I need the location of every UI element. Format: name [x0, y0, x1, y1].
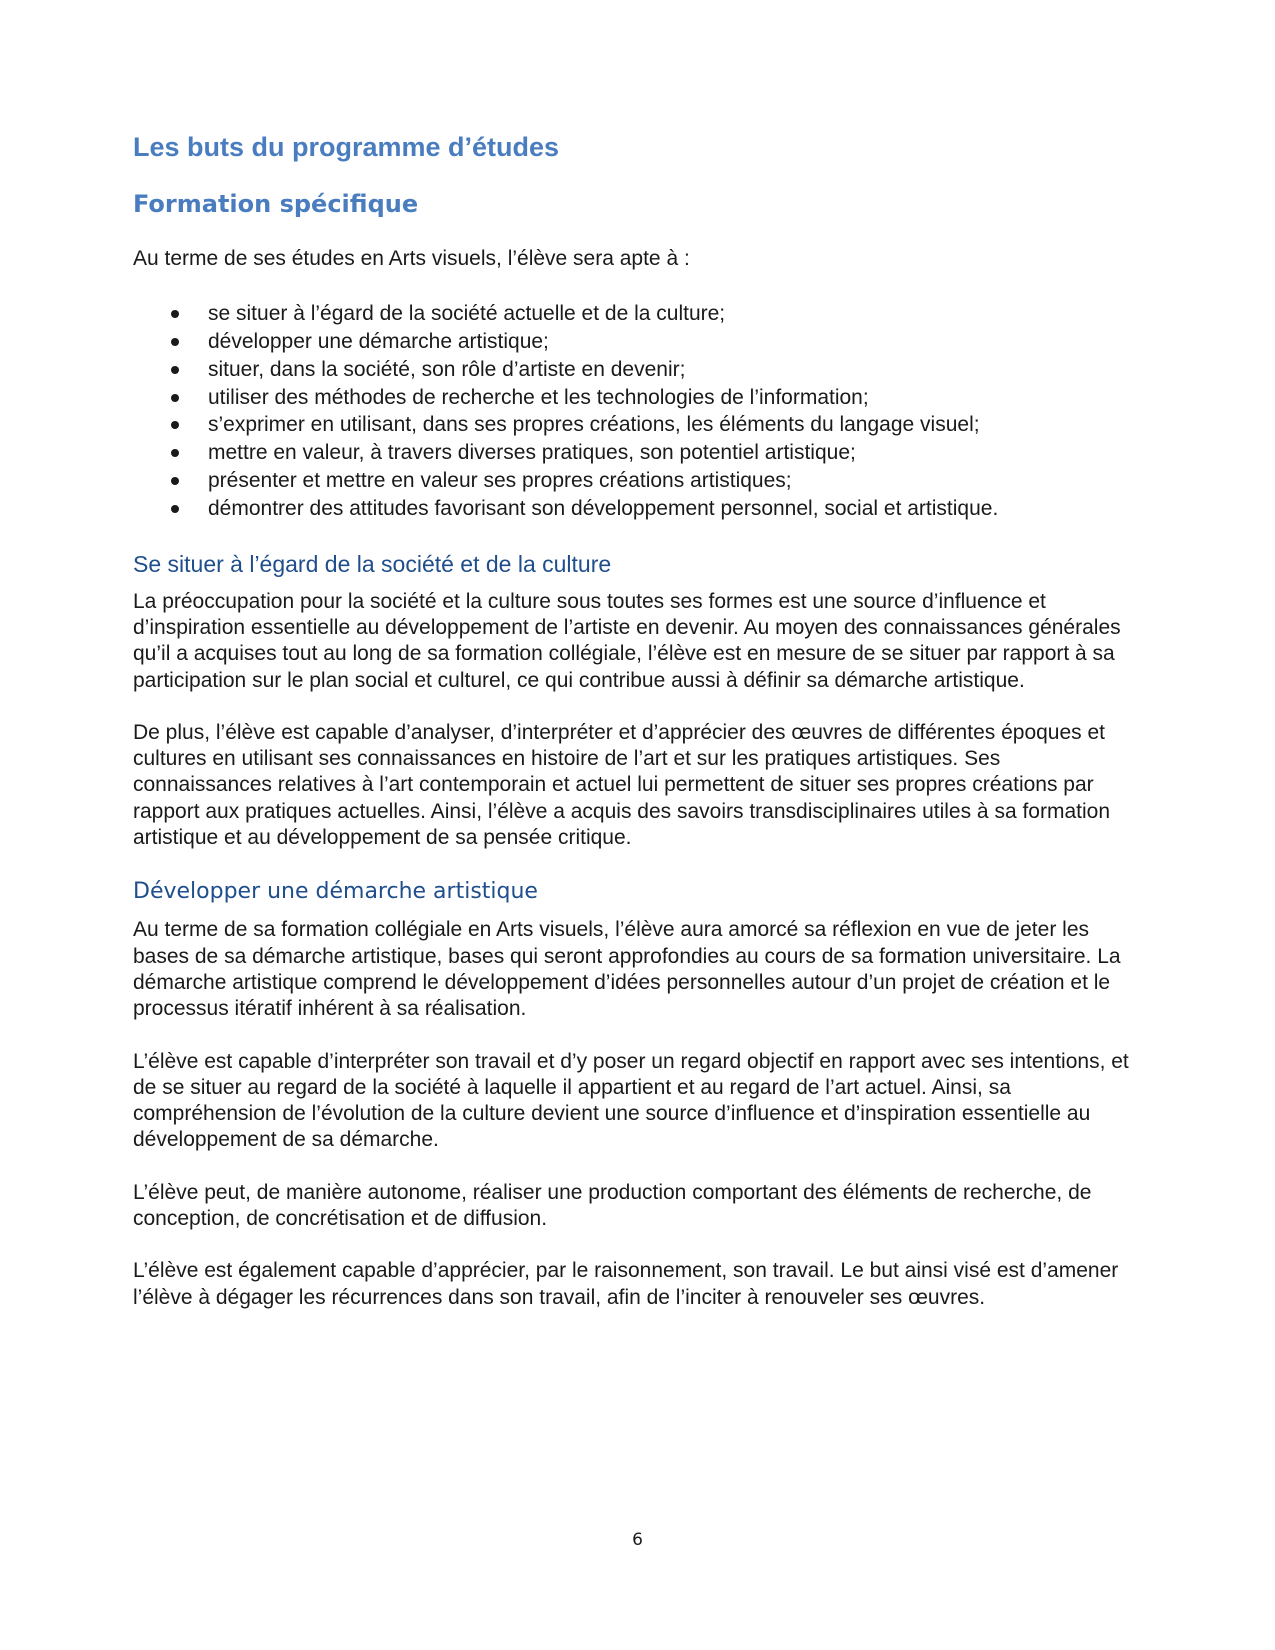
- list-item-text: présenter et mettre en valeur ses propres créations artistiques;: [208, 469, 792, 493]
- bullet-icon: [171, 338, 179, 346]
- bullet-icon: [171, 366, 179, 374]
- section-heading-artistic-approach: Développer une démarche artistique: [133, 879, 538, 905]
- bullet-icon: [171, 421, 179, 429]
- section-subtitle: Formation spécifique: [133, 190, 419, 218]
- list-item: [133, 384, 1143, 412]
- paragraph: L’élève est capable d’interpréter son travail et d’y poser un regard objectif en rapport avec ses intentions, et de se situer au regard de la société à laquelle il appartient et au regard de l’art actuel. Ainsi, sa compréhension de l’évolution de la culture devient une source d’influence et d’inspiration essentielle au développement de sa démarche.: [133, 1049, 1129, 1152]
- paragraph: La préoccupation pour la société et la culture sous toutes ses formes est une source d’influence et d’inspiration essentielle au développement de l’artiste en devenir. Au moyen des connaissances générales qu’il a acquises tout au long de sa formation collégiale, l’élève est en mesure de se situer par rapport à sa participation sur le plan social et culturel, ce qui contribue aussi à définir sa démarche artistique.: [133, 589, 1121, 692]
- page-content: [133, 130, 1143, 1337]
- paragraph: De plus, l’élève est capable d’analyser, d’interpréter et d’apprécier des œuvres de différentes époques et cultures en utilisant ses connaissances en histoire de l’art et sur les pratiques artistiques. Ses connaissances relatives à l’art contemporain et actuel lui permettent de situer ses propres créations par rapport aux pratiques actuelles. Ainsi, l’élève a acquis des savoirs transdisciplinaires utiles à sa formation artistique et au développement de sa pensée critique.: [133, 720, 1110, 850]
- list-item: [133, 300, 1143, 328]
- list-item-text: situer, dans la société, son rôle d’artiste en devenir;: [208, 357, 686, 381]
- list-item: [133, 356, 1143, 384]
- list-item: [133, 328, 1143, 356]
- list-item-text: démontrer des attitudes favorisant son développement personnel, social et artistique.: [208, 496, 999, 520]
- list-item: [133, 411, 1143, 439]
- goals-list: [133, 300, 1143, 522]
- bullet-icon: [171, 394, 179, 402]
- intro-paragraph: Au terme de ses études en Arts visuels, l’élève sera apte à :: [133, 247, 690, 270]
- list-item-text: mettre en valeur, à travers diverses pratiques, son potentiel artistique;: [208, 441, 856, 465]
- list-item-text: développer une démarche artistique;: [208, 330, 549, 354]
- list-item: [133, 495, 1143, 523]
- bullet-icon: [171, 449, 179, 457]
- paragraph: L’élève est également capable d’apprécier, par le raisonnement, son travail. Le but ainsi visé est d’amener l’élève à dégager les récurrences dans son travail, afin de l’inciter à renouveler ses œuvres.: [133, 1259, 1119, 1309]
- section-heading-society: Se situer à l’égard de la société et de la culture: [133, 550, 612, 577]
- paragraph: L’élève peut, de manière autonome, réaliser une production comportant des éléments de recherche, de conception, de concrétisation et de diffusion.: [133, 1180, 1092, 1231]
- list-item-text: s’exprimer en utilisant, dans ses propres créations, les éléments du langage visuel;: [208, 413, 980, 437]
- list-item-text: se situer à l’égard de la société actuelle et de la culture;: [208, 302, 726, 326]
- page-number: 6: [632, 1530, 643, 1550]
- list-item: [133, 439, 1143, 467]
- paragraph: Au terme de sa formation collégiale en Arts visuels, l’élève aura amorcé sa réflexion en vue de jeter les bases de sa démarche artistique, bases qui seront approfondies au cours de sa formation universitaire. La démarche artistique comprend le développement d’idées personnelles autour d’un projet de création et le processus itératif inhérent à sa réalisation.: [133, 918, 1121, 1021]
- list-item-text: utiliser des méthodes de recherche et les technologies de l’information;: [208, 385, 869, 409]
- list-item: [133, 467, 1143, 495]
- bullet-icon: [171, 310, 179, 318]
- bullet-icon: [171, 477, 179, 485]
- page-title: Les buts du programme d’études: [133, 132, 560, 162]
- bullet-icon: [171, 505, 179, 513]
